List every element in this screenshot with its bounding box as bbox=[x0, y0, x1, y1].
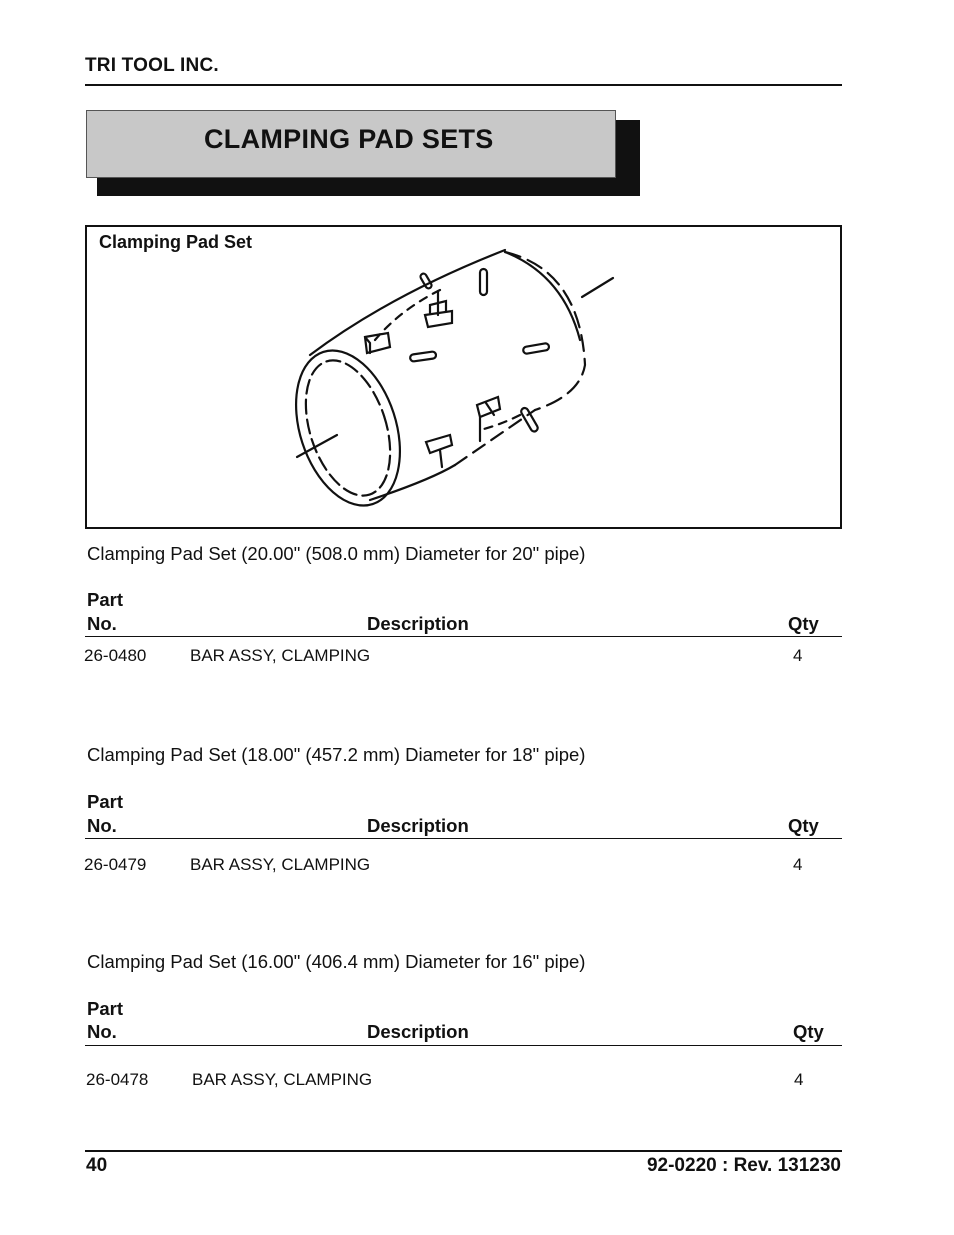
table-rule-2 bbox=[85, 838, 842, 839]
cylinder-top-edge bbox=[310, 250, 505, 355]
qty-3: 4 bbox=[794, 1070, 804, 1089]
company-name: TRI TOOL INC. bbox=[85, 55, 219, 76]
document-revision: 92-0220 : Rev. 131230 bbox=[646, 1155, 841, 1176]
cylinder-inner-rim bbox=[290, 350, 406, 507]
pad-3 bbox=[477, 397, 500, 441]
col-header-no-1: No. bbox=[87, 613, 117, 634]
shaft-rear bbox=[582, 278, 613, 297]
pin-4 bbox=[523, 343, 550, 354]
col-header-description-2: Description bbox=[367, 815, 469, 836]
section-title: CLAMPING PAD SETS bbox=[204, 124, 494, 154]
description-1: BAR ASSY, CLAMPING bbox=[190, 646, 371, 665]
col-header-part-3: Part bbox=[87, 998, 123, 1019]
col-header-part-2: Part bbox=[87, 791, 123, 812]
pad-4 bbox=[426, 435, 452, 467]
col-header-part-1: Part bbox=[87, 589, 123, 610]
description-2: BAR ASSY, CLAMPING bbox=[190, 855, 371, 874]
col-header-qty-3: Qty bbox=[793, 1021, 824, 1042]
col-header-qty-1: Qty bbox=[788, 613, 819, 634]
part-number-2: 26-0479 bbox=[84, 855, 147, 874]
page-number: 40 bbox=[86, 1155, 108, 1176]
set-title-16in: Clamping Pad Set (16.00" (406.4 mm) Diameter for 16" pipe) bbox=[87, 951, 586, 972]
cylinder-back-rim bbox=[505, 252, 585, 410]
description-3: BAR ASSY, CLAMPING bbox=[192, 1070, 373, 1089]
col-header-qty-2: Qty bbox=[788, 815, 819, 836]
set-title-18in: Clamping Pad Set (18.00" (457.2 mm) Diameter for 18" pipe) bbox=[87, 744, 586, 765]
pin-3 bbox=[410, 351, 437, 362]
set-title-20in: Clamping Pad Set (20.00" (508.0 mm) Diameter for 20" pipe) bbox=[87, 543, 586, 564]
col-header-no-3: No. bbox=[87, 1021, 117, 1042]
col-header-description-1: Description bbox=[367, 613, 469, 634]
col-header-description-3: Description bbox=[367, 1021, 469, 1042]
col-header-no-2: No. bbox=[87, 815, 117, 836]
header-rule bbox=[85, 84, 842, 86]
figure-label: Clamping Pad Set bbox=[99, 232, 253, 252]
pin-2 bbox=[480, 269, 487, 295]
part-number-1: 26-0480 bbox=[84, 646, 147, 665]
table-rule-1 bbox=[85, 636, 842, 637]
table-rule-3 bbox=[85, 1045, 842, 1046]
part-number-3: 26-0478 bbox=[86, 1070, 149, 1089]
footer-rule bbox=[85, 1150, 842, 1152]
pad-1 bbox=[425, 291, 452, 327]
qty-2: 4 bbox=[793, 855, 803, 874]
clamping-pad-set-illustration bbox=[280, 245, 640, 520]
qty-1: 4 bbox=[793, 646, 803, 665]
